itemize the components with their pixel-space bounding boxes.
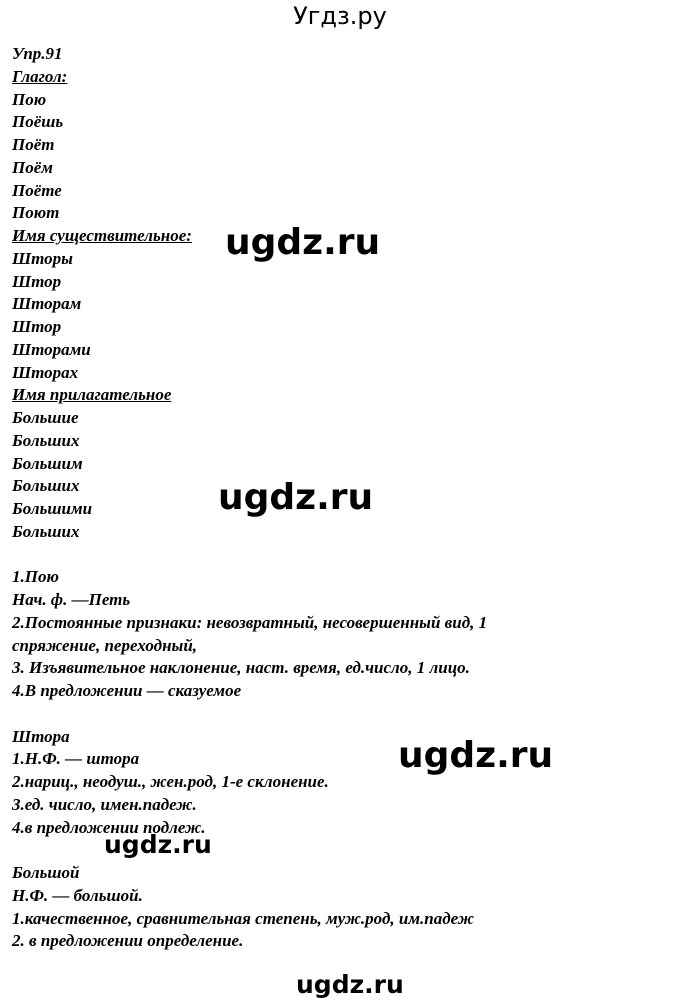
section-heading-verb: Глагол: xyxy=(12,66,68,86)
section-heading-noun: Имя существительное: xyxy=(12,226,192,245)
text-line: Поёшь xyxy=(12,112,64,132)
text-line: Большим xyxy=(12,453,83,473)
text-line: Штор xyxy=(12,317,62,336)
text-line: Штор xyxy=(12,271,62,291)
text-line: Пою xyxy=(12,89,47,109)
watermark: ugdz.ru xyxy=(296,970,404,999)
text-line: Шторы xyxy=(12,248,73,268)
text-line: Н.Ф. — большой. xyxy=(12,885,143,905)
watermark: ugdz.ru xyxy=(218,477,374,518)
text-line: спряжение, переходный, xyxy=(12,635,198,655)
text-line: 3. Изъявительное наклонение, наст. время, ед.число, 1 лицо. xyxy=(12,658,470,678)
text-line: 3.ед. число, имен.падеж. xyxy=(12,794,197,814)
text-line: 2.нариц., неодуш., жен.род, 1-е склонение. xyxy=(12,772,329,791)
blank-line xyxy=(12,703,672,726)
text-line: 2.Постоянные признаки: невозвратный, несовершенный вид, 1 xyxy=(12,612,488,632)
text-line: Шторам xyxy=(12,294,82,314)
text-line: Поёт xyxy=(12,135,55,154)
text-line: Большие xyxy=(12,408,79,427)
text-line: Нач. ф. —Петь xyxy=(12,590,131,609)
text-line: 2. в предложении определение. xyxy=(12,931,244,951)
text-line: Поёте xyxy=(12,180,62,200)
exercise-title: Упр.91 xyxy=(12,44,63,63)
text-line: 4.в предложении подлеж. xyxy=(12,817,206,837)
section-heading-adjective: Имя прилагательное xyxy=(12,385,172,405)
text-line: 1.Н.Ф. — штора xyxy=(12,749,140,769)
text-line: 4.В предложении — сказуемое xyxy=(12,681,242,700)
text-line: Больших xyxy=(12,521,80,541)
text-line: 1.качественное, сравнительная степень, муж.род, им.падеж xyxy=(12,908,474,928)
text-line: Больших xyxy=(12,430,80,450)
text-line: Больших xyxy=(12,476,80,496)
text-line: Поём xyxy=(12,157,53,177)
text-line: Шторах xyxy=(12,362,79,382)
text-line: Шторами xyxy=(12,339,91,359)
text-line: Штора xyxy=(12,726,70,746)
text-line: Поют xyxy=(12,203,60,223)
text-line: 1.Пою xyxy=(12,567,59,587)
blank-line xyxy=(12,544,672,567)
text-line: Большими xyxy=(12,499,93,518)
site-header: Угдз.ру xyxy=(293,2,387,30)
watermark: ugdz.ru xyxy=(104,830,212,859)
watermark: ugdz.ru xyxy=(225,222,381,263)
watermark: ugdz.ru xyxy=(398,735,554,776)
text-line: Большой xyxy=(12,863,80,882)
